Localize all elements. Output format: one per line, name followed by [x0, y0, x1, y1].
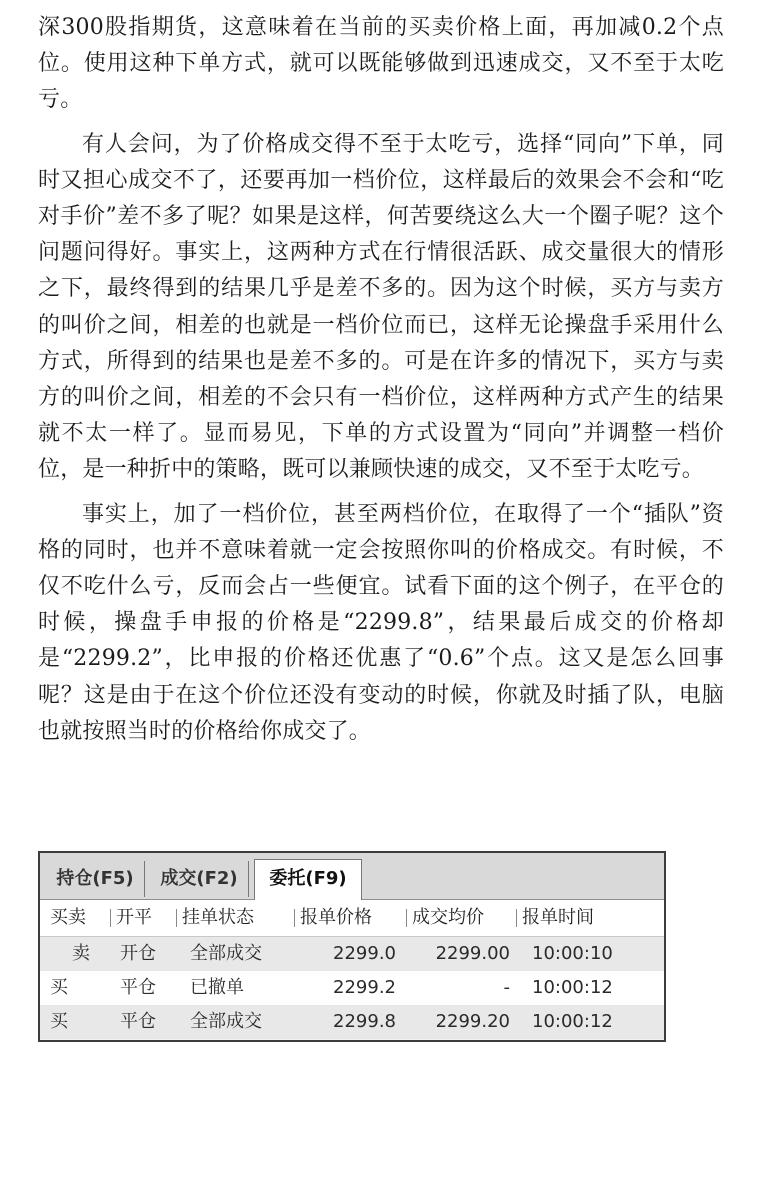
cell-open-close: 平仓: [120, 977, 156, 998]
cell-order-time: 10:00:12: [532, 1011, 613, 1032]
cell-avg-fill-price: 2299.00: [435, 943, 510, 964]
tab-trades[interactable]: 成交(F2): [150, 861, 249, 897]
column-header-avg-fill-price[interactable]: 成交均价: [406, 900, 516, 936]
column-header-status[interactable]: 挂单状态: [176, 900, 294, 936]
cell-order-time: 10:00:12: [532, 977, 613, 998]
tab-positions[interactable]: 持仓(F5): [46, 861, 145, 897]
column-divider: [294, 909, 295, 927]
paragraph-2: 有人会问，为了价格成交得不至于太吃亏，选择“同向”下单，同时又担心成交不了，还要再加一档价位，这样最后的效果会不会和“吃对手价”差不多了呢？如果是这样，何苦要绕这么大一个圈子呢？这个问题问得好。事实上，这两种方式在行情很活跃、成交量很大的情形之下，最终得到的结果几乎是差不多的。因为这个时候，买方与卖方的叫价之间，相差的也就是一档价位而已，这样无论操盘手采用什么方式，所得到的结果也是差不多的。可是在许多的情况下，买方与卖方的叫价之间，相差的不会只有一档价位，这样两种方式产生的结果就不太一样了。显而易见，下单的方式设置为“同向”并调整一档价位，是一种折中的策略，既可以兼顾快速的成交，又不至于太吃亏。: [38, 131, 724, 483]
cell-status: 全部成交: [190, 1011, 262, 1032]
column-divider: [516, 909, 517, 927]
cell-side: 买: [50, 1011, 68, 1032]
order-panel: [38, 851, 666, 1042]
cell-order-time: 10:00:10: [532, 943, 613, 964]
order-table-header: [40, 900, 664, 937]
cell-avg-fill-price: -: [503, 977, 510, 998]
column-header-order-time[interactable]: 报单时间: [516, 900, 656, 936]
cell-avg-fill-price: 2299.20: [435, 1011, 510, 1032]
column-header-open-close[interactable]: 开平: [110, 900, 176, 936]
cell-side: 买: [50, 977, 68, 998]
paragraph-1: 深300股指期货，这意味着在当前的买卖价格上面，再加减0.2个点位。使用这种下单方式，就可以既能够做到迅速成交，又不至于太吃亏。: [38, 15, 724, 113]
cell-open-close: 开仓: [120, 943, 156, 964]
table-row[interactable]: [40, 971, 664, 1005]
cell-side: 卖: [72, 943, 90, 964]
order-table-body: [40, 937, 664, 1039]
cell-status: 已撤单: [190, 977, 244, 998]
cell-order-price: 2299.2: [333, 977, 396, 998]
table-row[interactable]: [40, 1005, 664, 1039]
column-header-side[interactable]: 买卖: [50, 907, 86, 928]
cell-open-close: 平仓: [120, 1011, 156, 1032]
cell-status: 全部成交: [190, 943, 262, 964]
cell-order-price: 2299.0: [333, 943, 396, 964]
body-text: [38, 10, 724, 758]
column-divider: [110, 909, 111, 927]
cell-order-price: 2299.8: [333, 1011, 396, 1032]
table-row[interactable]: [40, 937, 664, 971]
tab-bar: [40, 853, 664, 900]
tab-orders[interactable]: 委托(F9): [254, 859, 362, 900]
column-header-order-price[interactable]: 报单价格: [294, 900, 406, 936]
paragraph-3: 事实上，加了一档价位，甚至两档价位，在取得了一个“插队”资格的同时，也并不意味着就一定会按照你叫的价格成交。有时候，不仅不吃什么亏，反而会占一些便宜。试看下面的这个例子，在平仓的时候，操盘手申报的价格是“2299.8”，结果最后成交的价格却是“2299.2”，比申报的价格还优惠了“0.6”个点。这又是怎么回事呢？这是由于在这个价位还没有变动的时候，你就及时插了队，电脑也就按照当时的价格给你成交了。: [38, 501, 724, 744]
column-divider: [176, 909, 177, 927]
column-divider: [406, 909, 407, 927]
